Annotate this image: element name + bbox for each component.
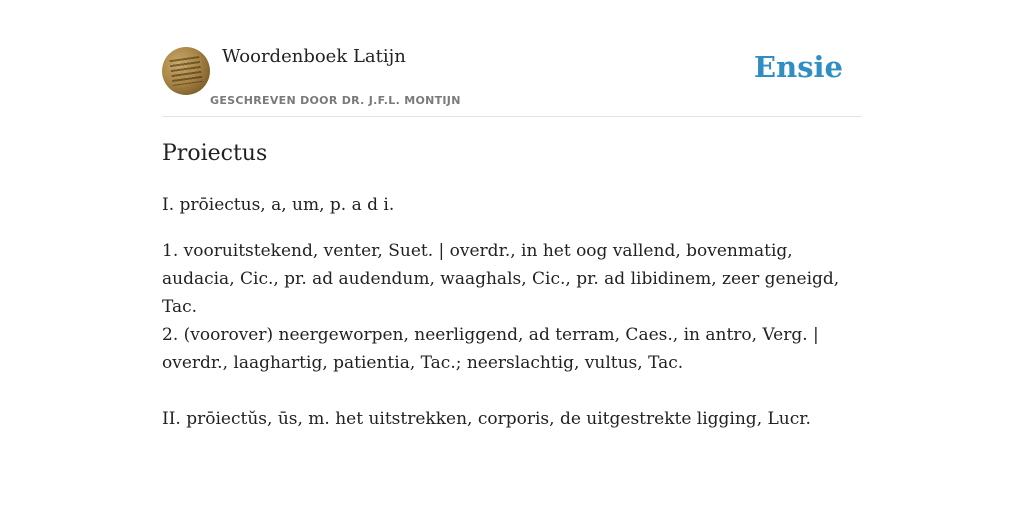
site-title[interactable]: Woordenboek Latijn [222, 46, 406, 67]
entry-definition [162, 237, 862, 377]
site-author: GESCHREVEN DOOR DR. J.F.L. MONTIJN [210, 94, 461, 107]
entry-title: Proiectus [162, 141, 268, 166]
sense-1: 1. vooruitstekend, venter, Suet. | overdr., in het oog vallend, bovenmatig, audacia, Cic., pr. ad audendum, waaghals, Cic., pr. ad libidinem, zeer geneigd, Tac. [162, 241, 840, 317]
site-header [162, 0, 862, 117]
entry-headword: I. prōiectus, a, um, p. a d i. [162, 195, 395, 215]
sense-2: 2. (voorover) neergeworpen, neerliggend, ad terram, Caes., in antro, Verg. | overdr., laaghartig, patientia, Tac.; neerslachtig, vultus, Tac. [162, 325, 819, 373]
sub-entry: II. prōiectŭs, ūs, m. het uitstrekken, corporis, de uitgestrekte ligging, Lucr. [162, 409, 811, 429]
brand-logo[interactable]: Ensie [754, 50, 843, 84]
coin-inscription-icon[interactable] [162, 47, 210, 95]
entry-content [162, 138, 862, 433]
